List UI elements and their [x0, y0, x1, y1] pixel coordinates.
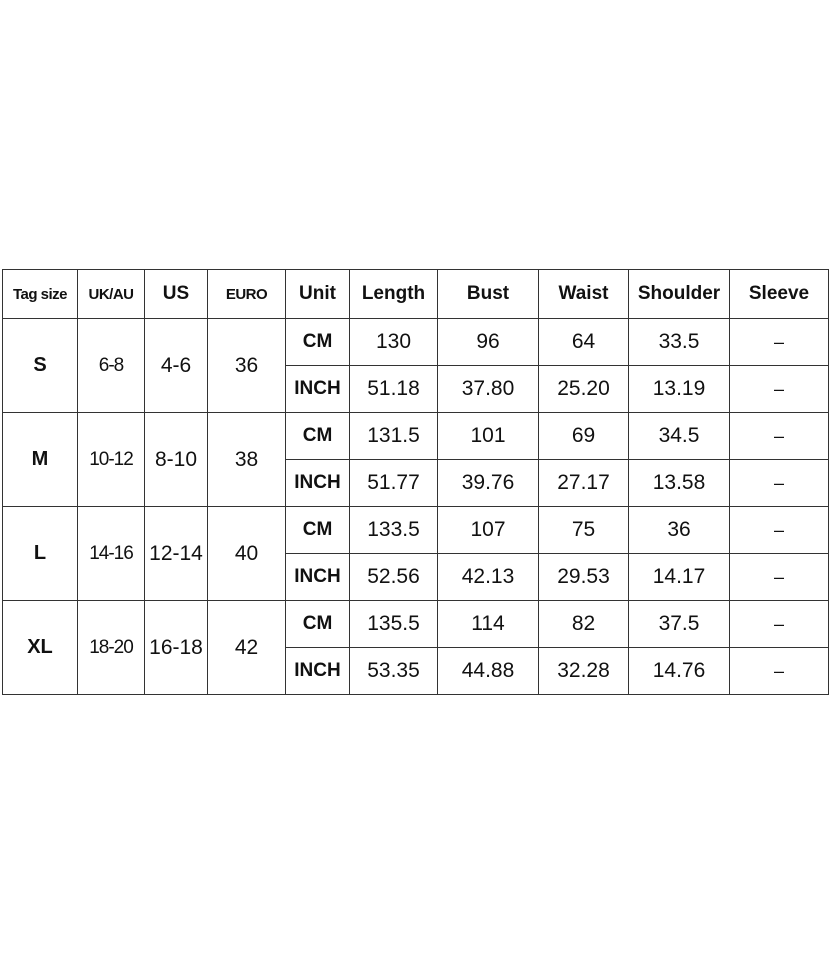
size-tag-cell: XL: [3, 601, 78, 695]
length-cell: 52.56: [350, 554, 438, 601]
sleeve-cell: –: [730, 554, 829, 601]
header-unit: Unit: [286, 270, 350, 319]
waist-cell: 69: [539, 413, 629, 460]
bust-cell: 37.80: [438, 366, 539, 413]
bust-cell: 114: [438, 601, 539, 648]
sleeve-cell: –: [730, 507, 829, 554]
shoulder-cell: 14.17: [629, 554, 730, 601]
unit-cell: CM: [286, 319, 350, 366]
header-tag-size: Tag size: [3, 270, 78, 319]
waist-cell: 27.17: [539, 460, 629, 507]
uk-au-size-cell: 18-20: [78, 601, 145, 695]
waist-cell: 25.20: [539, 366, 629, 413]
sleeve-cell: –: [730, 460, 829, 507]
bust-cell: 96: [438, 319, 539, 366]
euro-size-cell: 40: [208, 507, 286, 601]
size-tag-cell: M: [3, 413, 78, 507]
us-size-cell: 16-18: [145, 601, 208, 695]
waist-cell: 75: [539, 507, 629, 554]
header-uk-au: UK/AU: [78, 270, 145, 319]
bust-cell: 44.88: [438, 648, 539, 695]
unit-cell: INCH: [286, 460, 350, 507]
length-cell: 133.5: [350, 507, 438, 554]
unit-cell: INCH: [286, 554, 350, 601]
waist-cell: 32.28: [539, 648, 629, 695]
unit-cell: INCH: [286, 366, 350, 413]
waist-cell: 29.53: [539, 554, 629, 601]
table-row: [3, 319, 829, 366]
euro-size-cell: 38: [208, 413, 286, 507]
unit-cell: CM: [286, 413, 350, 460]
length-cell: 135.5: [350, 601, 438, 648]
table-row: [3, 601, 829, 648]
header-waist: Waist: [539, 270, 629, 319]
size-chart-table: [2, 269, 829, 695]
sleeve-cell: –: [730, 648, 829, 695]
header-us: US: [145, 270, 208, 319]
bust-cell: 39.76: [438, 460, 539, 507]
euro-size-cell: 42: [208, 601, 286, 695]
waist-cell: 82: [539, 601, 629, 648]
uk-au-size-cell: 14-16: [78, 507, 145, 601]
bust-cell: 101: [438, 413, 539, 460]
header-length: Length: [350, 270, 438, 319]
shoulder-cell: 33.5: [629, 319, 730, 366]
euro-size-cell: 36: [208, 319, 286, 413]
length-cell: 51.18: [350, 366, 438, 413]
unit-cell: CM: [286, 507, 350, 554]
uk-au-size-cell: 6-8: [78, 319, 145, 413]
table-row: [3, 507, 829, 554]
header-euro: EURO: [208, 270, 286, 319]
size-tag-cell: L: [3, 507, 78, 601]
shoulder-cell: 14.76: [629, 648, 730, 695]
shoulder-cell: 37.5: [629, 601, 730, 648]
length-cell: 51.77: [350, 460, 438, 507]
table-body: [3, 319, 829, 695]
us-size-cell: 4-6: [145, 319, 208, 413]
size-tag-cell: S: [3, 319, 78, 413]
length-cell: 53.35: [350, 648, 438, 695]
header-row: [3, 270, 829, 319]
length-cell: 131.5: [350, 413, 438, 460]
uk-au-size-cell: 10-12: [78, 413, 145, 507]
unit-cell: INCH: [286, 648, 350, 695]
table-row: [3, 413, 829, 460]
sleeve-cell: –: [730, 319, 829, 366]
table-header: [3, 270, 829, 319]
waist-cell: 64: [539, 319, 629, 366]
header-bust: Bust: [438, 270, 539, 319]
sleeve-cell: –: [730, 366, 829, 413]
us-size-cell: 8-10: [145, 413, 208, 507]
shoulder-cell: 36: [629, 507, 730, 554]
bust-cell: 107: [438, 507, 539, 554]
header-shoulder: Shoulder: [629, 270, 730, 319]
length-cell: 130: [350, 319, 438, 366]
header-sleeve: Sleeve: [730, 270, 829, 319]
shoulder-cell: 34.5: [629, 413, 730, 460]
us-size-cell: 12-14: [145, 507, 208, 601]
unit-cell: CM: [286, 601, 350, 648]
shoulder-cell: 13.58: [629, 460, 730, 507]
sleeve-cell: –: [730, 601, 829, 648]
bust-cell: 42.13: [438, 554, 539, 601]
sleeve-cell: –: [730, 413, 829, 460]
shoulder-cell: 13.19: [629, 366, 730, 413]
